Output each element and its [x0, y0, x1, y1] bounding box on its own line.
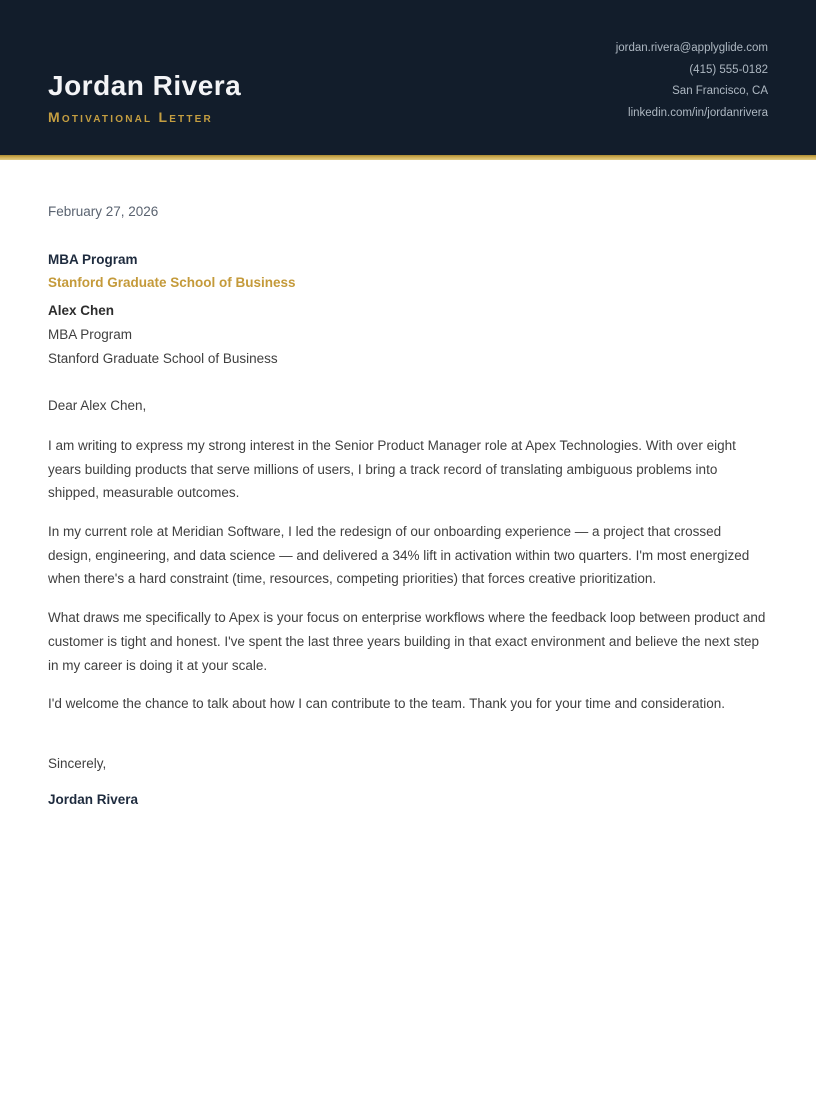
recipient-block: [48, 248, 768, 295]
header-identity: [48, 71, 241, 126]
recipient-program: MBA Program: [48, 251, 138, 267]
contact-person-name: Alex Chen: [48, 303, 115, 319]
contact-person-school: Stanford Graduate School of Business: [48, 350, 278, 366]
page-title: Jordan Rivera: [48, 70, 242, 102]
document-subtitle: Motivational Letter: [48, 109, 213, 126]
contact-linkedin: linkedin.com/in/jordanrivera: [628, 107, 768, 120]
contact-person-program: MBA Program: [48, 326, 133, 342]
contact-email: jordan.rivera@applyglide.com: [615, 42, 768, 54]
letter-date: February 27, 2026: [48, 204, 159, 219]
body-paragraph: What draws me specifically to Apex is your focus on enterprise workflows where the feedback loop between product and customer is tight and honest. I've spent the last three years building in that exact environment and believe the next step in my career is doing it at your scale.: [48, 610, 766, 673]
recipient-school: Stanford Graduate School of Business: [48, 275, 296, 291]
salutation: Dear Alex Chen,: [48, 398, 147, 414]
body-paragraph: In my current role at Meridian Software, I led the redesign of our onboarding experience — a project that crossed design, engineering, and data science — and delivered a 34% lift in activation within two quarters. I'm most energized when there's a hard constraint (time, resources, competing priorities) that forces creative prioritization.: [48, 524, 750, 587]
closing: Sincerely,: [48, 755, 107, 771]
letter-body: [0, 160, 816, 811]
body-paragraph: I'd welcome the chance to talk about how I can contribute to the team. Thank you for your time and consideration.: [48, 696, 725, 712]
letter-header: [0, 0, 816, 155]
contact-person-block: [48, 299, 768, 370]
contact-phone: (415) 555-0182: [689, 63, 768, 76]
body-paragraph: I am writing to express my strong interest in the Senior Product Manager role at Apex Technologies. With over eight years building products that serve millions of users, I bring a track record of translating ambiguous problems into shipped, measurable outcomes.: [48, 437, 736, 501]
contact-info: [616, 38, 768, 125]
contact-location: San Francisco, CA: [672, 85, 768, 98]
signature: Jordan Rivera: [48, 791, 139, 807]
